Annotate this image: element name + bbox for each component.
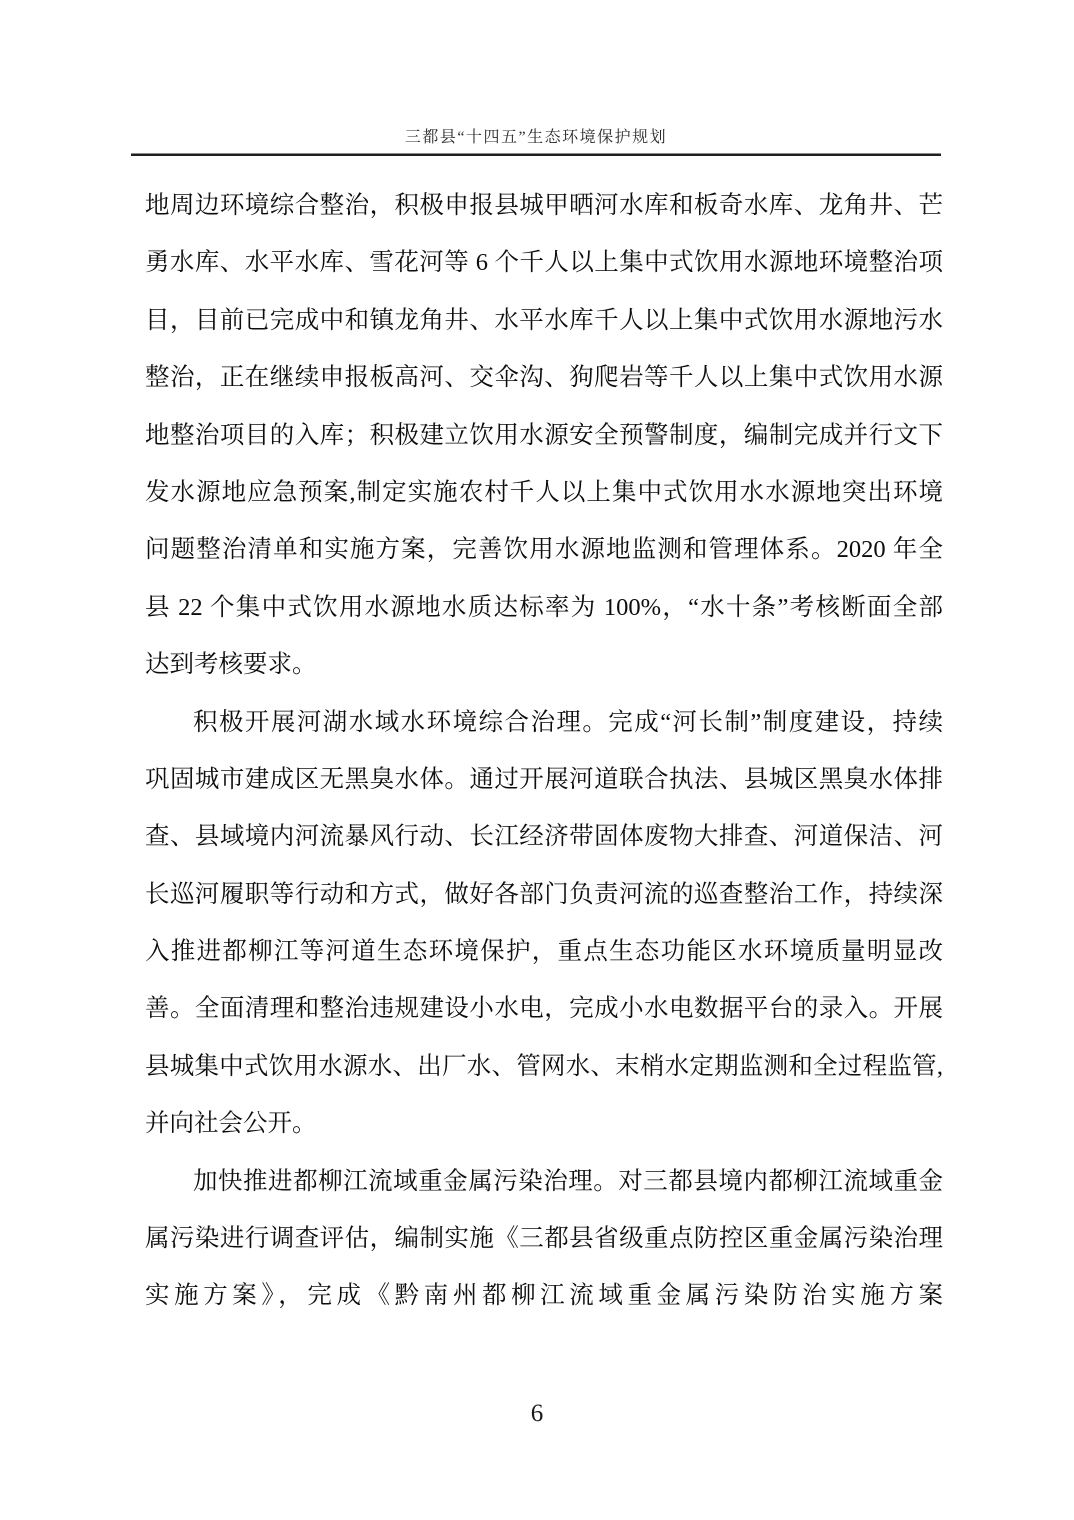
text-line: 属污染进行调查评估，编制实施《三都县省级重点防控区重金属污染治理 [145,1225,943,1253]
text-line: 问题整治清单和实施方案，完善饮用水源地监测和管理体系。2020 年全 [145,536,943,564]
text-line: 入推进都柳江等河道生态环境保护，重点生态功能区水环境质量明显改 [145,938,943,966]
text-line: 查、县域境内河流暴风行动、长江经济带固体废物大排查、河道保洁、河 [145,823,943,851]
text-line: 目，目前已完成中和镇龙角井、水平水库千人以上集中式饮用水源地污水 [145,306,943,334]
text-line: 地整治项目的入库；积极建立饮用水源安全预警制度，编制完成并行文下 [145,421,943,449]
text-line: 善。全面清理和整治违规建设小水电，完成小水电数据平台的录入。开展 [145,995,943,1023]
page-number: 6 [530,1400,544,1427]
paragraph [145,177,943,694]
text-line: 达到考核要求。 [145,651,317,679]
paragraph [145,1153,943,1325]
paragraph [145,694,943,1153]
text-line: 勇水库、水平水库、雪花河等 6 个千人以上集中式饮用水源地环境整治项 [145,249,943,277]
text-line: 巩固城市建成区无黑臭水体。通过开展河道联合执法、县城区黑臭水体排 [145,765,943,793]
header-rule [131,153,941,156]
text-line: 并向社会公开。 [145,1110,317,1138]
text-line: 地周边环境综合整治，积极申报县城甲晒河水库和板奇水库、龙角井、芒 [145,192,943,219]
text-line: 发水源地应急预案,制定实施农村千人以上集中式饮用水水源地突出环境 [145,478,943,506]
document-header [131,124,941,156]
header-title: 三都县“十四五”生态环境保护规划 [404,129,668,146]
text-line: 县 22 个集中式饮用水源地水质达标率为 100%，“水十条”考核断面全部 [145,593,943,621]
document-body [145,177,943,1325]
text-line: 积极开展河湖水域水环境综合治理。完成“河长制”制度建设，持续 [193,708,943,736]
text-line: 整治，正在继续申报板高河、交伞沟、狗爬岩等千人以上集中式饮用水源 [145,364,943,392]
text-line: 县城集中式饮用水源水、出厂水、管网水、末梢水定期监测和全过程监管, [145,1052,943,1080]
text-line: 实施方案》，完成《黔南州都柳江流域重金属污染防治实施方案 [145,1282,943,1310]
text-line: 长巡河履职等行动和方式，做好各部门负责河流的巡查整治工作，持续深 [145,880,943,908]
text-line: 加快推进都柳江流域重金属污染治理。对三都县境内都柳江流域重金 [193,1167,943,1195]
